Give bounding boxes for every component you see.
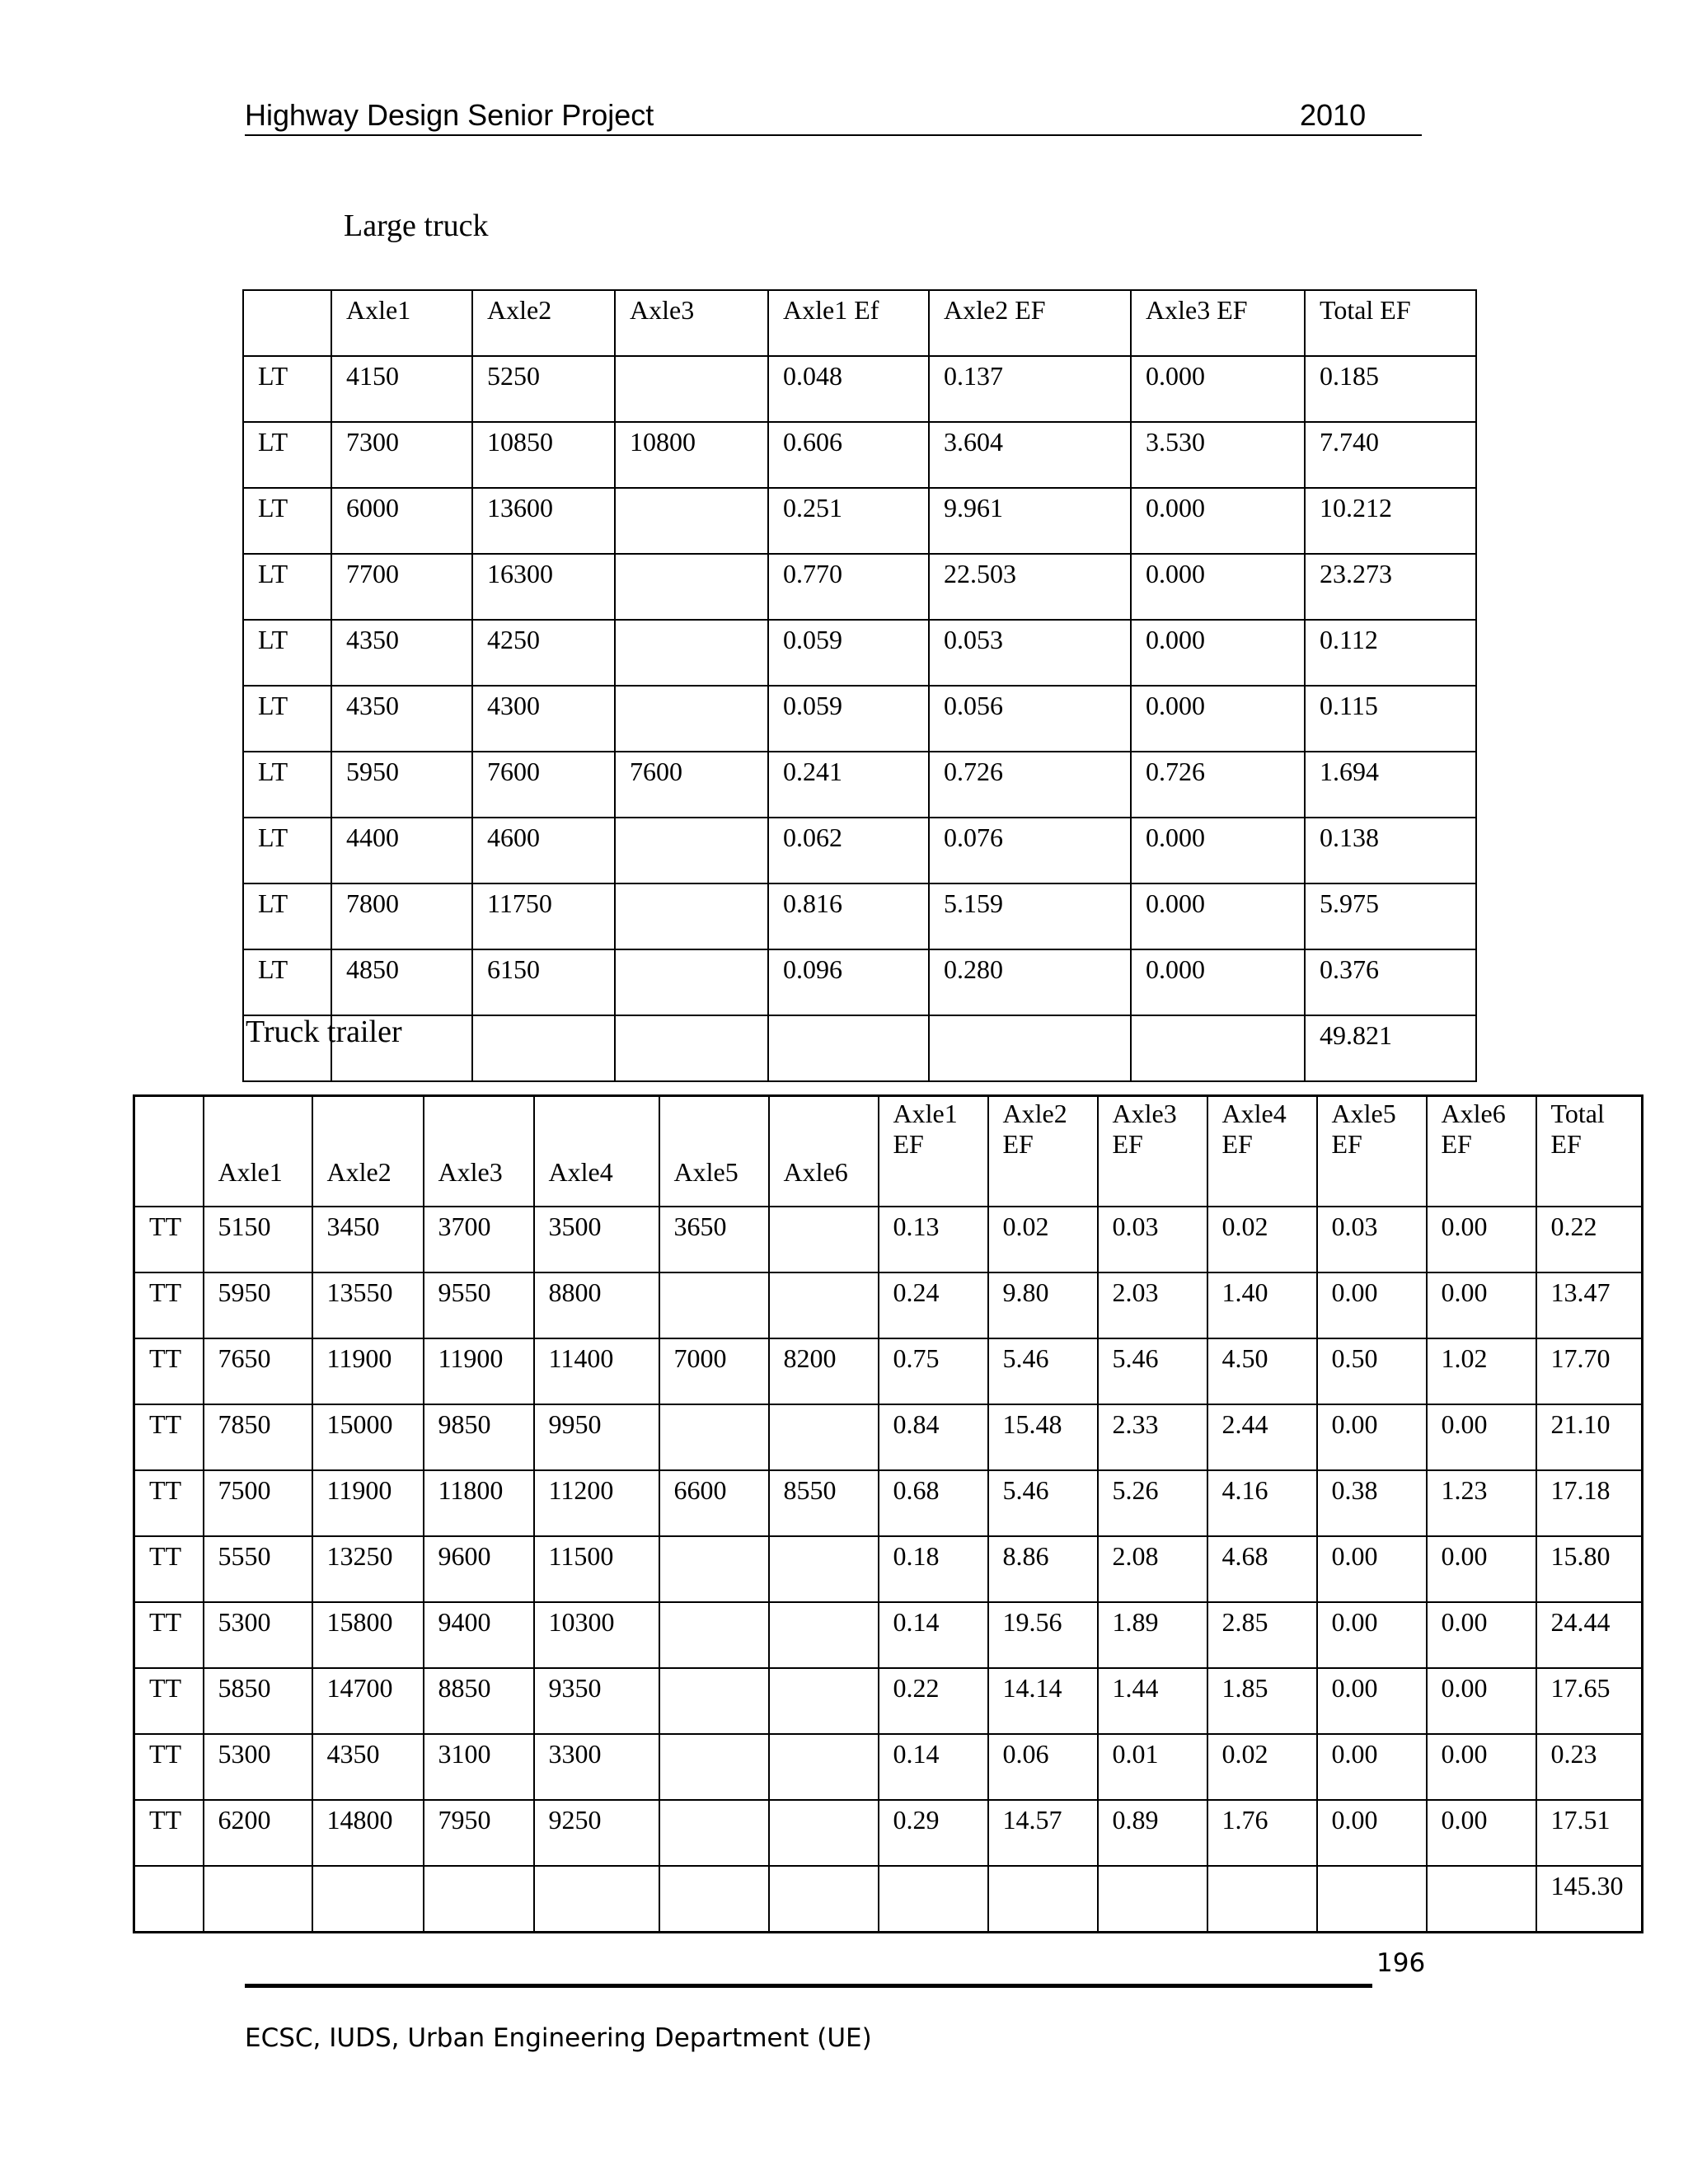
table-cell: 10300 — [534, 1602, 659, 1668]
table-row — [134, 1800, 1643, 1866]
table-cell: 4350 — [331, 620, 472, 686]
table-cell: 4400 — [331, 818, 472, 883]
table-cell: 0.06 — [988, 1734, 1098, 1800]
table-cell: 7700 — [331, 554, 472, 620]
table-row — [243, 949, 1476, 1015]
table-cell: 9400 — [424, 1602, 534, 1668]
table-cell: 8850 — [424, 1668, 534, 1734]
column-header: Total EF — [1536, 1096, 1643, 1207]
table-cell: 0.251 — [768, 488, 929, 554]
table-cell — [769, 1536, 879, 1602]
table-cell: 0.112 — [1305, 620, 1476, 686]
table-cell — [134, 1866, 204, 1933]
table-cell: 9850 — [424, 1404, 534, 1470]
table-row — [243, 554, 1476, 620]
table-cell: 0.00 — [1317, 1734, 1427, 1800]
table-cell: 0.00 — [1427, 1536, 1536, 1602]
table-cell: 0.29 — [879, 1800, 988, 1866]
table-cell: 7800 — [331, 883, 472, 949]
table-cell — [659, 1668, 769, 1734]
column-header: Axle1 — [331, 290, 472, 356]
table-cell: 0.062 — [768, 818, 929, 883]
table-cell: 49.821 — [1305, 1015, 1476, 1081]
table-cell: 0.24 — [879, 1272, 988, 1338]
table-cell: 0.00 — [1427, 1404, 1536, 1470]
table-cell: 21.10 — [1536, 1404, 1643, 1470]
table-cell: LT — [243, 883, 331, 949]
table-cell: 0.68 — [879, 1470, 988, 1536]
table-cell: 0.02 — [1207, 1734, 1317, 1800]
table-cell — [769, 1866, 879, 1933]
column-header: Axle3 — [424, 1096, 534, 1207]
table-cell: TT — [134, 1536, 204, 1602]
table-cell: TT — [134, 1207, 204, 1272]
table-row — [134, 1734, 1643, 1800]
table-cell: 7850 — [204, 1404, 312, 1470]
table-cell: 145.30 — [1536, 1866, 1643, 1933]
table-cell — [769, 1668, 879, 1734]
table-cell: 4150 — [331, 356, 472, 422]
table-cell — [769, 1404, 879, 1470]
table-cell: LT — [243, 818, 331, 883]
table-cell — [312, 1866, 424, 1933]
table-cell: 0.13 — [879, 1207, 988, 1272]
table-cell — [929, 1015, 1131, 1081]
table-cell — [988, 1866, 1098, 1933]
table-cell: 1.85 — [1207, 1668, 1317, 1734]
table-cell: 0.000 — [1131, 818, 1305, 883]
table-cell: 0.38 — [1317, 1470, 1427, 1536]
table-cell: 7600 — [615, 752, 768, 818]
table-cell: 1.02 — [1427, 1338, 1536, 1404]
table-cell: 4250 — [472, 620, 615, 686]
table-cell: 0.01 — [1098, 1734, 1207, 1800]
table-cell — [659, 1404, 769, 1470]
table-cell: 0.076 — [929, 818, 1131, 883]
table-cell: 0.23 — [1536, 1734, 1643, 1800]
table-cell: 0.00 — [1317, 1602, 1427, 1668]
table-cell — [659, 1734, 769, 1800]
table-cell: 0.00 — [1427, 1734, 1536, 1800]
table-cell: 15800 — [312, 1602, 424, 1668]
table-cell: 7950 — [424, 1800, 534, 1866]
table-cell: 0.02 — [1207, 1207, 1317, 1272]
table-cell: 13250 — [312, 1536, 424, 1602]
table-cell: 8200 — [769, 1338, 879, 1404]
column-header: Axle1 EF — [879, 1096, 988, 1207]
table-cell: 9550 — [424, 1272, 534, 1338]
table-cell — [615, 686, 768, 752]
table-row — [243, 422, 1476, 488]
table-cell: 7600 — [472, 752, 615, 818]
table-cell: 17.70 — [1536, 1338, 1643, 1404]
table-cell: 0.00 — [1317, 1404, 1427, 1470]
table-cell — [615, 554, 768, 620]
table-cell: 6000 — [331, 488, 472, 554]
table-row — [243, 488, 1476, 554]
table-cell — [1317, 1866, 1427, 1933]
column-header: Axle1 Ef — [768, 290, 929, 356]
table-cell: 0.606 — [768, 422, 929, 488]
table-cell: 3450 — [312, 1207, 424, 1272]
table-cell: 1.44 — [1098, 1668, 1207, 1734]
table-cell: 0.14 — [879, 1602, 988, 1668]
table-cell: 8.86 — [988, 1536, 1098, 1602]
table-cell: 0.000 — [1131, 620, 1305, 686]
table-cell: LT — [243, 422, 331, 488]
column-header: Axle2 — [472, 290, 615, 356]
table-cell: 8800 — [534, 1272, 659, 1338]
table-cell: 2.85 — [1207, 1602, 1317, 1668]
table-cell: 0.241 — [768, 752, 929, 818]
column-header: Axle2 — [312, 1096, 424, 1207]
column-header: Axle3 EF — [1131, 290, 1305, 356]
table-cell: 16300 — [472, 554, 615, 620]
table-cell: 19.56 — [988, 1602, 1098, 1668]
table-cell: TT — [134, 1602, 204, 1668]
table-cell: 15000 — [312, 1404, 424, 1470]
table-cell: 1.76 — [1207, 1800, 1317, 1866]
table-row — [134, 1470, 1643, 1536]
table-cell: 1.23 — [1427, 1470, 1536, 1536]
table-cell: 0.22 — [879, 1668, 988, 1734]
column-header — [134, 1096, 204, 1207]
table-cell — [659, 1602, 769, 1668]
table-cell: 5.975 — [1305, 883, 1476, 949]
table-cell: 0.00 — [1317, 1800, 1427, 1866]
table-cell: 13.47 — [1536, 1272, 1643, 1338]
table-cell: 11500 — [534, 1536, 659, 1602]
table-cell — [769, 1207, 879, 1272]
table-cell: 0.138 — [1305, 818, 1476, 883]
table-cell: 2.03 — [1098, 1272, 1207, 1338]
table-cell — [1207, 1866, 1317, 1933]
table-row — [134, 1536, 1643, 1602]
table-cell: TT — [134, 1470, 204, 1536]
page-header-title: Highway Design Senior Project — [245, 98, 654, 132]
table-cell — [768, 1015, 929, 1081]
column-header: Axle6 EF — [1427, 1096, 1536, 1207]
table-cell — [659, 1536, 769, 1602]
table-row — [243, 818, 1476, 883]
table-cell — [1427, 1866, 1536, 1933]
table-cell: 5300 — [204, 1734, 312, 1800]
table-cell: 0.00 — [1427, 1272, 1536, 1338]
table-cell: 0.03 — [1317, 1207, 1427, 1272]
table-cell: 0.000 — [1131, 686, 1305, 752]
table-cell: 0.14 — [879, 1734, 988, 1800]
table-cell: 0.03 — [1098, 1207, 1207, 1272]
table-cell: 24.44 — [1536, 1602, 1643, 1668]
table-cell — [769, 1734, 879, 1800]
table-cell: 11900 — [424, 1338, 534, 1404]
table-row — [243, 356, 1476, 422]
table-cell: 2.08 — [1098, 1536, 1207, 1602]
table-cell — [1131, 1015, 1305, 1081]
table-cell — [769, 1602, 879, 1668]
table-cell: 0.89 — [1098, 1800, 1207, 1866]
table-row — [243, 620, 1476, 686]
table-cell: 0.000 — [1131, 949, 1305, 1015]
table-cell: LT — [243, 686, 331, 752]
table-row — [134, 1602, 1643, 1668]
header-row — [243, 290, 1476, 356]
table-cell: 2.33 — [1098, 1404, 1207, 1470]
table-cell: 9350 — [534, 1668, 659, 1734]
table-cell — [424, 1866, 534, 1933]
column-header — [243, 290, 331, 356]
table-cell: 7650 — [204, 1338, 312, 1404]
table-row — [243, 686, 1476, 752]
table-cell: 10800 — [615, 422, 768, 488]
table-cell: 0.75 — [879, 1338, 988, 1404]
table-cell: 23.273 — [1305, 554, 1476, 620]
table-cell — [615, 883, 768, 949]
table-cell — [534, 1866, 659, 1933]
total-row — [134, 1866, 1643, 1933]
table-cell: 0.84 — [879, 1404, 988, 1470]
table-cell: 0.048 — [768, 356, 929, 422]
table-cell: 3.604 — [929, 422, 1131, 488]
table-cell: 7500 — [204, 1470, 312, 1536]
table-cell: 4.50 — [1207, 1338, 1317, 1404]
table-cell — [615, 818, 768, 883]
table-row — [134, 1404, 1643, 1470]
table-cell: 3500 — [534, 1207, 659, 1272]
table-cell: 17.65 — [1536, 1668, 1643, 1734]
table-cell: 11800 — [424, 1470, 534, 1536]
table-cell: 0.000 — [1131, 883, 1305, 949]
header-rule — [245, 134, 1422, 136]
table-cell: 0.00 — [1427, 1207, 1536, 1272]
table-cell: 0.056 — [929, 686, 1131, 752]
table-cell: 0.185 — [1305, 356, 1476, 422]
page-header-year: 2010 — [1300, 98, 1367, 132]
table-cell — [1098, 1866, 1207, 1933]
table-cell: 0.50 — [1317, 1338, 1427, 1404]
table-cell: 3650 — [659, 1207, 769, 1272]
table-cell: 0.376 — [1305, 949, 1476, 1015]
table-cell: 15.48 — [988, 1404, 1098, 1470]
total-row — [243, 1015, 1476, 1081]
table-cell: 3.530 — [1131, 422, 1305, 488]
table-cell — [659, 1866, 769, 1933]
table-cell: 5250 — [472, 356, 615, 422]
table-cell: 14.14 — [988, 1668, 1098, 1734]
table-cell — [615, 949, 768, 1015]
table-cell: 0.053 — [929, 620, 1131, 686]
table-cell: TT — [134, 1800, 204, 1866]
table-cell: 0.770 — [768, 554, 929, 620]
table-cell: 5150 — [204, 1207, 312, 1272]
table-cell: 11200 — [534, 1470, 659, 1536]
table-cell: 14700 — [312, 1668, 424, 1734]
table-cell: 0.816 — [768, 883, 929, 949]
table-cell: 4300 — [472, 686, 615, 752]
table-cell: 9.80 — [988, 1272, 1098, 1338]
table-cell: 17.18 — [1536, 1470, 1643, 1536]
table-row — [134, 1338, 1643, 1404]
table-cell: 7000 — [659, 1338, 769, 1404]
table-cell: 0.22 — [1536, 1207, 1643, 1272]
table-row — [134, 1207, 1643, 1272]
table-cell: 0.00 — [1427, 1668, 1536, 1734]
table-cell: 11750 — [472, 883, 615, 949]
table-cell: 11900 — [312, 1338, 424, 1404]
column-header: Axle5 EF — [1317, 1096, 1427, 1207]
column-header: Axle3 EF — [1098, 1096, 1207, 1207]
table-cell — [659, 1272, 769, 1338]
column-header: Axle5 — [659, 1096, 769, 1207]
table-row — [243, 752, 1476, 818]
table-cell: 10.212 — [1305, 488, 1476, 554]
table-cell: LT — [243, 620, 331, 686]
table-cell: 11400 — [534, 1338, 659, 1404]
table-cell: LT — [243, 752, 331, 818]
table-cell: 3300 — [534, 1734, 659, 1800]
table-cell: 0.00 — [1317, 1536, 1427, 1602]
table-cell: 5950 — [204, 1272, 312, 1338]
table-cell: 0.000 — [1131, 554, 1305, 620]
table-cell: 10850 — [472, 422, 615, 488]
table-cell — [769, 1800, 879, 1866]
table-cell: 9.961 — [929, 488, 1131, 554]
table-cell: 0.115 — [1305, 686, 1476, 752]
table-cell: LT — [243, 949, 331, 1015]
table-cell: 5300 — [204, 1602, 312, 1668]
column-header: Axle2 EF — [929, 290, 1131, 356]
table-cell: 8550 — [769, 1470, 879, 1536]
table-cell: 5.26 — [1098, 1470, 1207, 1536]
table-cell: 5850 — [204, 1668, 312, 1734]
table-cell: 4350 — [312, 1734, 424, 1800]
table-cell: 7.740 — [1305, 422, 1476, 488]
table-cell — [204, 1866, 312, 1933]
table-cell: 1.89 — [1098, 1602, 1207, 1668]
table-cell: 2.44 — [1207, 1404, 1317, 1470]
truck-trailer-title: Truck trailer — [246, 1015, 402, 1049]
column-header: Axle4 EF — [1207, 1096, 1317, 1207]
table-cell — [615, 488, 768, 554]
table-cell: TT — [134, 1272, 204, 1338]
table-cell — [472, 1015, 615, 1081]
table-row — [243, 883, 1476, 949]
table-cell: LT — [243, 554, 331, 620]
table-cell: 0.00 — [1317, 1668, 1427, 1734]
table-row — [134, 1272, 1643, 1338]
table-cell: 5950 — [331, 752, 472, 818]
table-cell: 0.00 — [1427, 1602, 1536, 1668]
table-cell: TT — [134, 1338, 204, 1404]
table-cell: 4600 — [472, 818, 615, 883]
table-cell: LT — [243, 356, 331, 422]
truck-trailer-table — [133, 1094, 1643, 1933]
large-truck-table — [242, 289, 1477, 1082]
table-cell: 5.46 — [988, 1470, 1098, 1536]
page-number: 196 — [1376, 1948, 1426, 1978]
table-cell: 6600 — [659, 1470, 769, 1536]
table-cell: 4.16 — [1207, 1470, 1317, 1536]
table-cell: 0.02 — [988, 1207, 1098, 1272]
table-cell: 3100 — [424, 1734, 534, 1800]
table-cell — [615, 620, 768, 686]
table-cell: 11900 — [312, 1470, 424, 1536]
table-cell: 9600 — [424, 1536, 534, 1602]
table-cell: 4850 — [331, 949, 472, 1015]
table-cell: 1.40 — [1207, 1272, 1317, 1338]
footer-text: ECSC, IUDS, Urban Engineering Department (UE) — [245, 2023, 872, 2053]
table-cell: 0.726 — [929, 752, 1131, 818]
table-cell: TT — [134, 1404, 204, 1470]
table-cell: 0.000 — [1131, 488, 1305, 554]
footer-rule — [245, 1984, 1372, 1988]
table-cell: 0.00 — [1317, 1272, 1427, 1338]
table-row — [134, 1668, 1643, 1734]
table-cell: 22.503 — [929, 554, 1131, 620]
large-truck-title: Large truck — [344, 209, 489, 243]
column-header: Axle2 EF — [988, 1096, 1098, 1207]
table-cell: 15.80 — [1536, 1536, 1643, 1602]
table-cell: 4.68 — [1207, 1536, 1317, 1602]
table-cell: 9250 — [534, 1800, 659, 1866]
table-cell: 17.51 — [1536, 1800, 1643, 1866]
table-cell: 6150 — [472, 949, 615, 1015]
table-cell: 3700 — [424, 1207, 534, 1272]
table-cell: 0.726 — [1131, 752, 1305, 818]
table-cell: 14800 — [312, 1800, 424, 1866]
table-cell: TT — [134, 1734, 204, 1800]
table-cell: 6200 — [204, 1800, 312, 1866]
table-cell: TT — [134, 1668, 204, 1734]
table-cell: 9950 — [534, 1404, 659, 1470]
table-cell — [879, 1866, 988, 1933]
column-header: Axle1 — [204, 1096, 312, 1207]
table-cell: 0.059 — [768, 686, 929, 752]
table-cell: 0.000 — [1131, 356, 1305, 422]
table-cell: 13600 — [472, 488, 615, 554]
table-cell: 5.159 — [929, 883, 1131, 949]
table-cell — [615, 1015, 768, 1081]
table-cell: 0.280 — [929, 949, 1131, 1015]
column-header: Total EF — [1305, 290, 1476, 356]
column-header: Axle3 — [615, 290, 768, 356]
table-cell: 13550 — [312, 1272, 424, 1338]
table-cell: 0.00 — [1427, 1800, 1536, 1866]
table-cell: 7300 — [331, 422, 472, 488]
table-cell: 1.694 — [1305, 752, 1476, 818]
table-cell: 4350 — [331, 686, 472, 752]
table-cell: 0.096 — [768, 949, 929, 1015]
table-cell: 5.46 — [988, 1338, 1098, 1404]
column-header: Axle4 — [534, 1096, 659, 1207]
table-cell: 0.18 — [879, 1536, 988, 1602]
table-cell — [615, 356, 768, 422]
table-cell: 5.46 — [1098, 1338, 1207, 1404]
table-cell: 0.059 — [768, 620, 929, 686]
column-header: Axle6 — [769, 1096, 879, 1207]
table-cell: 14.57 — [988, 1800, 1098, 1866]
table-cell — [659, 1800, 769, 1866]
table-cell — [769, 1272, 879, 1338]
table-cell: LT — [243, 488, 331, 554]
table-cell: 5550 — [204, 1536, 312, 1602]
header-row — [134, 1096, 1643, 1207]
table-cell: 0.137 — [929, 356, 1131, 422]
